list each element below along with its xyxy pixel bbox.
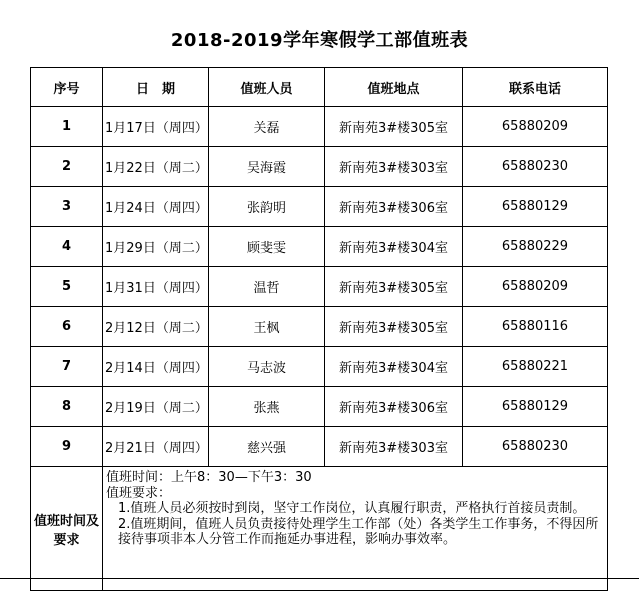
table-row: [31, 427, 608, 467]
table-row: [31, 307, 608, 347]
cell-phone: 65880221: [463, 347, 608, 387]
header-location: 值班地点: [325, 68, 463, 107]
cell-seq: 5: [31, 267, 103, 307]
cell-seq: 4: [31, 227, 103, 267]
cell-person: 温哲: [209, 267, 325, 307]
cell-seq: 1: [31, 107, 103, 147]
cell-phone: 65880209: [463, 107, 608, 147]
requirements-heading: 值班要求：: [106, 485, 172, 501]
cell-seq: 7: [31, 347, 103, 387]
cell-seq: 2: [31, 147, 103, 187]
cell-phone: 65880129: [463, 387, 608, 427]
cell-seq: 6: [31, 307, 103, 347]
cell-date: 1月31日（周四）: [103, 267, 209, 307]
page-bottom-rule: [0, 578, 639, 579]
cell-date: 1月22日（周二）: [103, 147, 209, 187]
requirement-item-2b: 接待事项非本人分管工作而拖延办事进程，影响办事效率。: [118, 532, 457, 547]
cell-location: 新南苑3#楼305室: [325, 267, 463, 307]
cell-phone: 65880209: [463, 267, 608, 307]
cell-person: 张燕: [209, 387, 325, 427]
cell-location: 新南苑3#楼306室: [325, 187, 463, 227]
table-row: [31, 387, 608, 427]
cell-location: 新南苑3#楼304室: [325, 347, 463, 387]
cell-date: 1月17日（周四）: [103, 107, 209, 147]
header-seq: 序号: [31, 68, 103, 107]
cell-phone: 65880229: [463, 227, 608, 267]
cell-phone: 65880230: [463, 147, 608, 187]
cell-phone: 65880116: [463, 307, 608, 347]
table-header-row: [31, 68, 608, 107]
cell-date: 2月14日（周四）: [103, 347, 209, 387]
header-phone: 联系电话: [463, 68, 608, 107]
table-row: [31, 227, 608, 267]
requirement-item-1: 1.值班人员必须按时到岗，坚守工作岗位，认真履行职责，严格执行首接员责制。: [118, 501, 586, 516]
cell-seq: 9: [31, 427, 103, 467]
duty-table: [30, 67, 608, 591]
table-row: [31, 107, 608, 147]
table-row: [31, 147, 608, 187]
cell-person: 慈兴强: [209, 427, 325, 467]
cell-date: 2月12日（周二）: [103, 307, 209, 347]
cell-location: 新南苑3#楼304室: [325, 227, 463, 267]
table-row: [31, 187, 608, 227]
table-row: [31, 347, 608, 387]
cell-seq: 3: [31, 187, 103, 227]
requirement-item-2a: 2.值班期间，值班人员负责接待处理学生工作部（处）各类学生工作事务，不得因所: [118, 516, 599, 532]
cell-date: 2月21日（周四）: [103, 427, 209, 467]
cell-location: 新南苑3#楼305室: [325, 307, 463, 347]
cell-person: 马志波: [209, 347, 325, 387]
header-date: 日 期: [103, 68, 209, 107]
header-person: 值班人员: [209, 68, 325, 107]
requirements-row: [31, 467, 608, 591]
cell-location: 新南苑3#楼303室: [325, 427, 463, 467]
cell-location: 新南苑3#楼306室: [325, 387, 463, 427]
cell-location: 新南苑3#楼303室: [325, 147, 463, 187]
duty-time-text: 值班时间：上午8：30—下午3：30: [106, 470, 312, 485]
cell-person: 关磊: [209, 107, 325, 147]
cell-phone: 65880230: [463, 427, 608, 467]
requirements-label: 值班时间及要求: [31, 467, 103, 591]
cell-person: 顾斐雯: [209, 227, 325, 267]
cell-date: 1月29日（周二）: [103, 227, 209, 267]
requirements-body: [103, 467, 608, 591]
cell-phone: 65880129: [463, 187, 608, 227]
cell-date: 1月24日（周四）: [103, 187, 209, 227]
cell-seq: 8: [31, 387, 103, 427]
cell-person: 王枫: [209, 307, 325, 347]
cell-date: 2月19日（周二）: [103, 387, 209, 427]
cell-person: 吴海霞: [209, 147, 325, 187]
page-title: 2018-2019学年寒假学工部值班表: [170, 30, 469, 51]
cell-location: 新南苑3#楼305室: [325, 107, 463, 147]
cell-person: 张韵明: [209, 187, 325, 227]
table-row: [31, 267, 608, 307]
